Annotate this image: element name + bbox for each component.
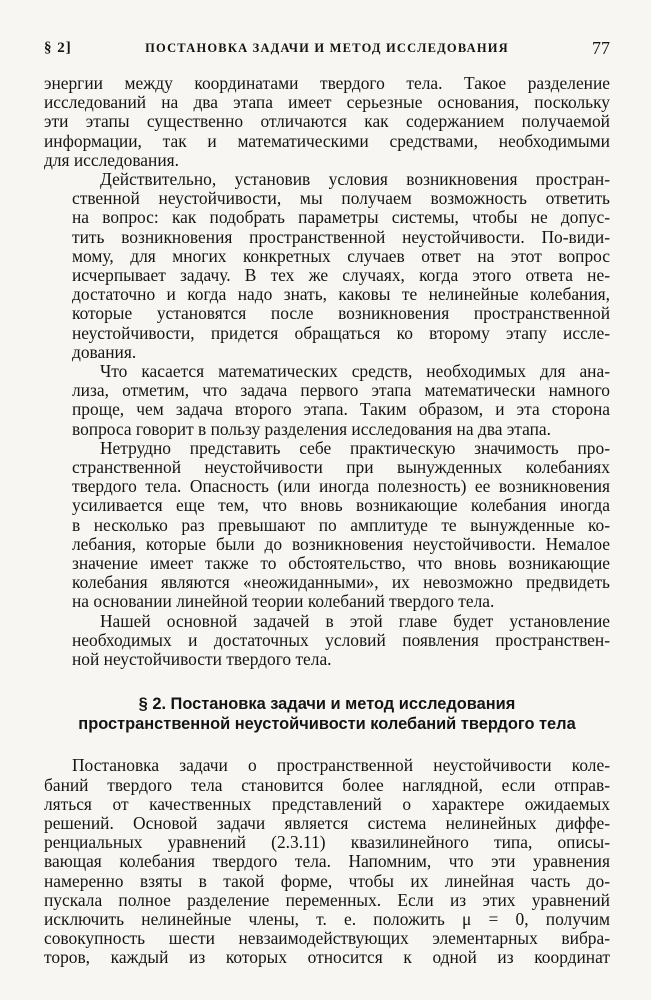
text-line: вопроса говорит в пользу разделения исследования на два этапа. [72,418,551,439]
paragraph [44,756,610,967]
paragraph [44,439,610,612]
text-line: ной неустойчивости твердого тела. [72,649,332,670]
text-line: Действительно, установив условия возникновения простран- [100,169,610,190]
text-line: лебания, которые были до возникновения неустойчивости. Немалое [72,533,610,554]
text-line: ляться от качественных представлений о характере ожидаемых [44,793,610,814]
text-line: на основании линейной теории колебаний твердого тела. [72,591,495,612]
text-line: на вопрос: как подобрать параметры системы, чтобы не допус- [72,207,610,228]
text-line: эти этапы существенно отличаются как содержанием получаемой [44,111,610,132]
text-line: странственной неустойчивости при вынужденных колебаниях [72,457,610,478]
paragraph [44,170,610,362]
text-line: исчерпывает задачу. В тех же случаях, когда этого ответа не- [72,265,610,286]
text-line: баний твердого тела становится более наглядной, если отправ- [44,774,610,795]
running-head-section: § 2] [44,40,72,56]
section-heading-line: пространственной неустойчивости колебаний твердого тела [78,714,576,733]
text-line: энергии между координатами твердого тела. Такое разделение [44,73,610,93]
text-line: Постановка задачи о пространственной неустойчивости коле- [72,755,610,776]
text-line: исследований на два этапа имеет серьезные основания, поскольку [44,92,610,113]
text-line: значение имеет также то обстоятельство, что вновь возникающие [72,553,610,574]
page-number: 77 [592,38,610,58]
running-head-title: ПОСТАНОВКА ЗАДАЧИ И МЕТОД ИССЛЕДОВАНИЯ [145,41,509,55]
text-line: Нетрудно представить себе практическую значимость про- [100,437,610,458]
section-heading [44,695,610,734]
text-line: ренциальных уравнений (2.3.11) квазилинейного типа, описы- [44,832,610,853]
paragraph [44,74,610,170]
book-page [44,38,610,968]
text-line: необходимых и достаточных условий появления пространствен- [72,629,610,650]
text-line: достаточно и когда надо знать, каковы те нелинейные колебания, [72,284,610,305]
running-head [44,38,610,64]
text-line: совокупность шести невзаимодействующих элементарных вибра- [44,928,610,949]
text-line: намеренно взяты в такой форме, чтобы их линейная часть до- [44,870,610,891]
text-line: решений. Основой задачи является система нелинейных диффе- [44,812,610,833]
text-line: дования. [72,341,137,362]
text-line: твердого тела. Опасность (или иногда полезность) ее возникновения [72,476,610,497]
text-line: ственной неустойчивости, мы получаем возможность ответить [72,188,610,209]
paragraph [44,362,610,439]
text-line: тить возникновения пространственной неустойчивости. По-види- [72,226,610,247]
text-line: вающая колебания твердого тела. Напомним, что эти уравнения [44,851,610,872]
text-line: торов, каждый из которых относится к одной из координат [44,947,610,968]
text-line: информации, так и математическими средствами, необходимыми [44,130,610,151]
text-line: которые установятся после возникновения пространственной [72,303,610,324]
text-line: пускала полное разделение переменных. Если из этих уравнений [44,889,610,910]
paragraph [44,612,610,670]
main-text [44,74,610,968]
section-heading-line: § 2. Постановка задачи и метод исследования [138,695,516,714]
text-line: Что касается математических средств, необходимых для ана- [100,361,610,382]
text-line: колебания являются «неожиданными», их невозможно предвидеть [72,572,610,593]
text-line: исключить нелинейные члены, т. е. положить μ = 0, получим [44,908,610,929]
text-line: для исследования. [44,149,179,170]
text-line: лиза, отметим, что задача первого этапа математически намного [72,380,610,401]
text-line: Нашей основной задачей в этой главе будет установление [100,610,610,631]
text-line: мому, для многих конкретных случаев ответ на этот вопрос [72,245,610,266]
text-line: неустойчивости, придется обращаться ко второму этапу иссле- [72,322,610,343]
text-line: в несколько раз превышают по амплитуде те вынужденные ко- [72,514,610,535]
text-line: усиливается еще тем, что вновь возникающие колебания иногда [72,495,610,516]
text-line: проще, чем задача второго этапа. Таким образом, и эта сторона [72,399,610,420]
